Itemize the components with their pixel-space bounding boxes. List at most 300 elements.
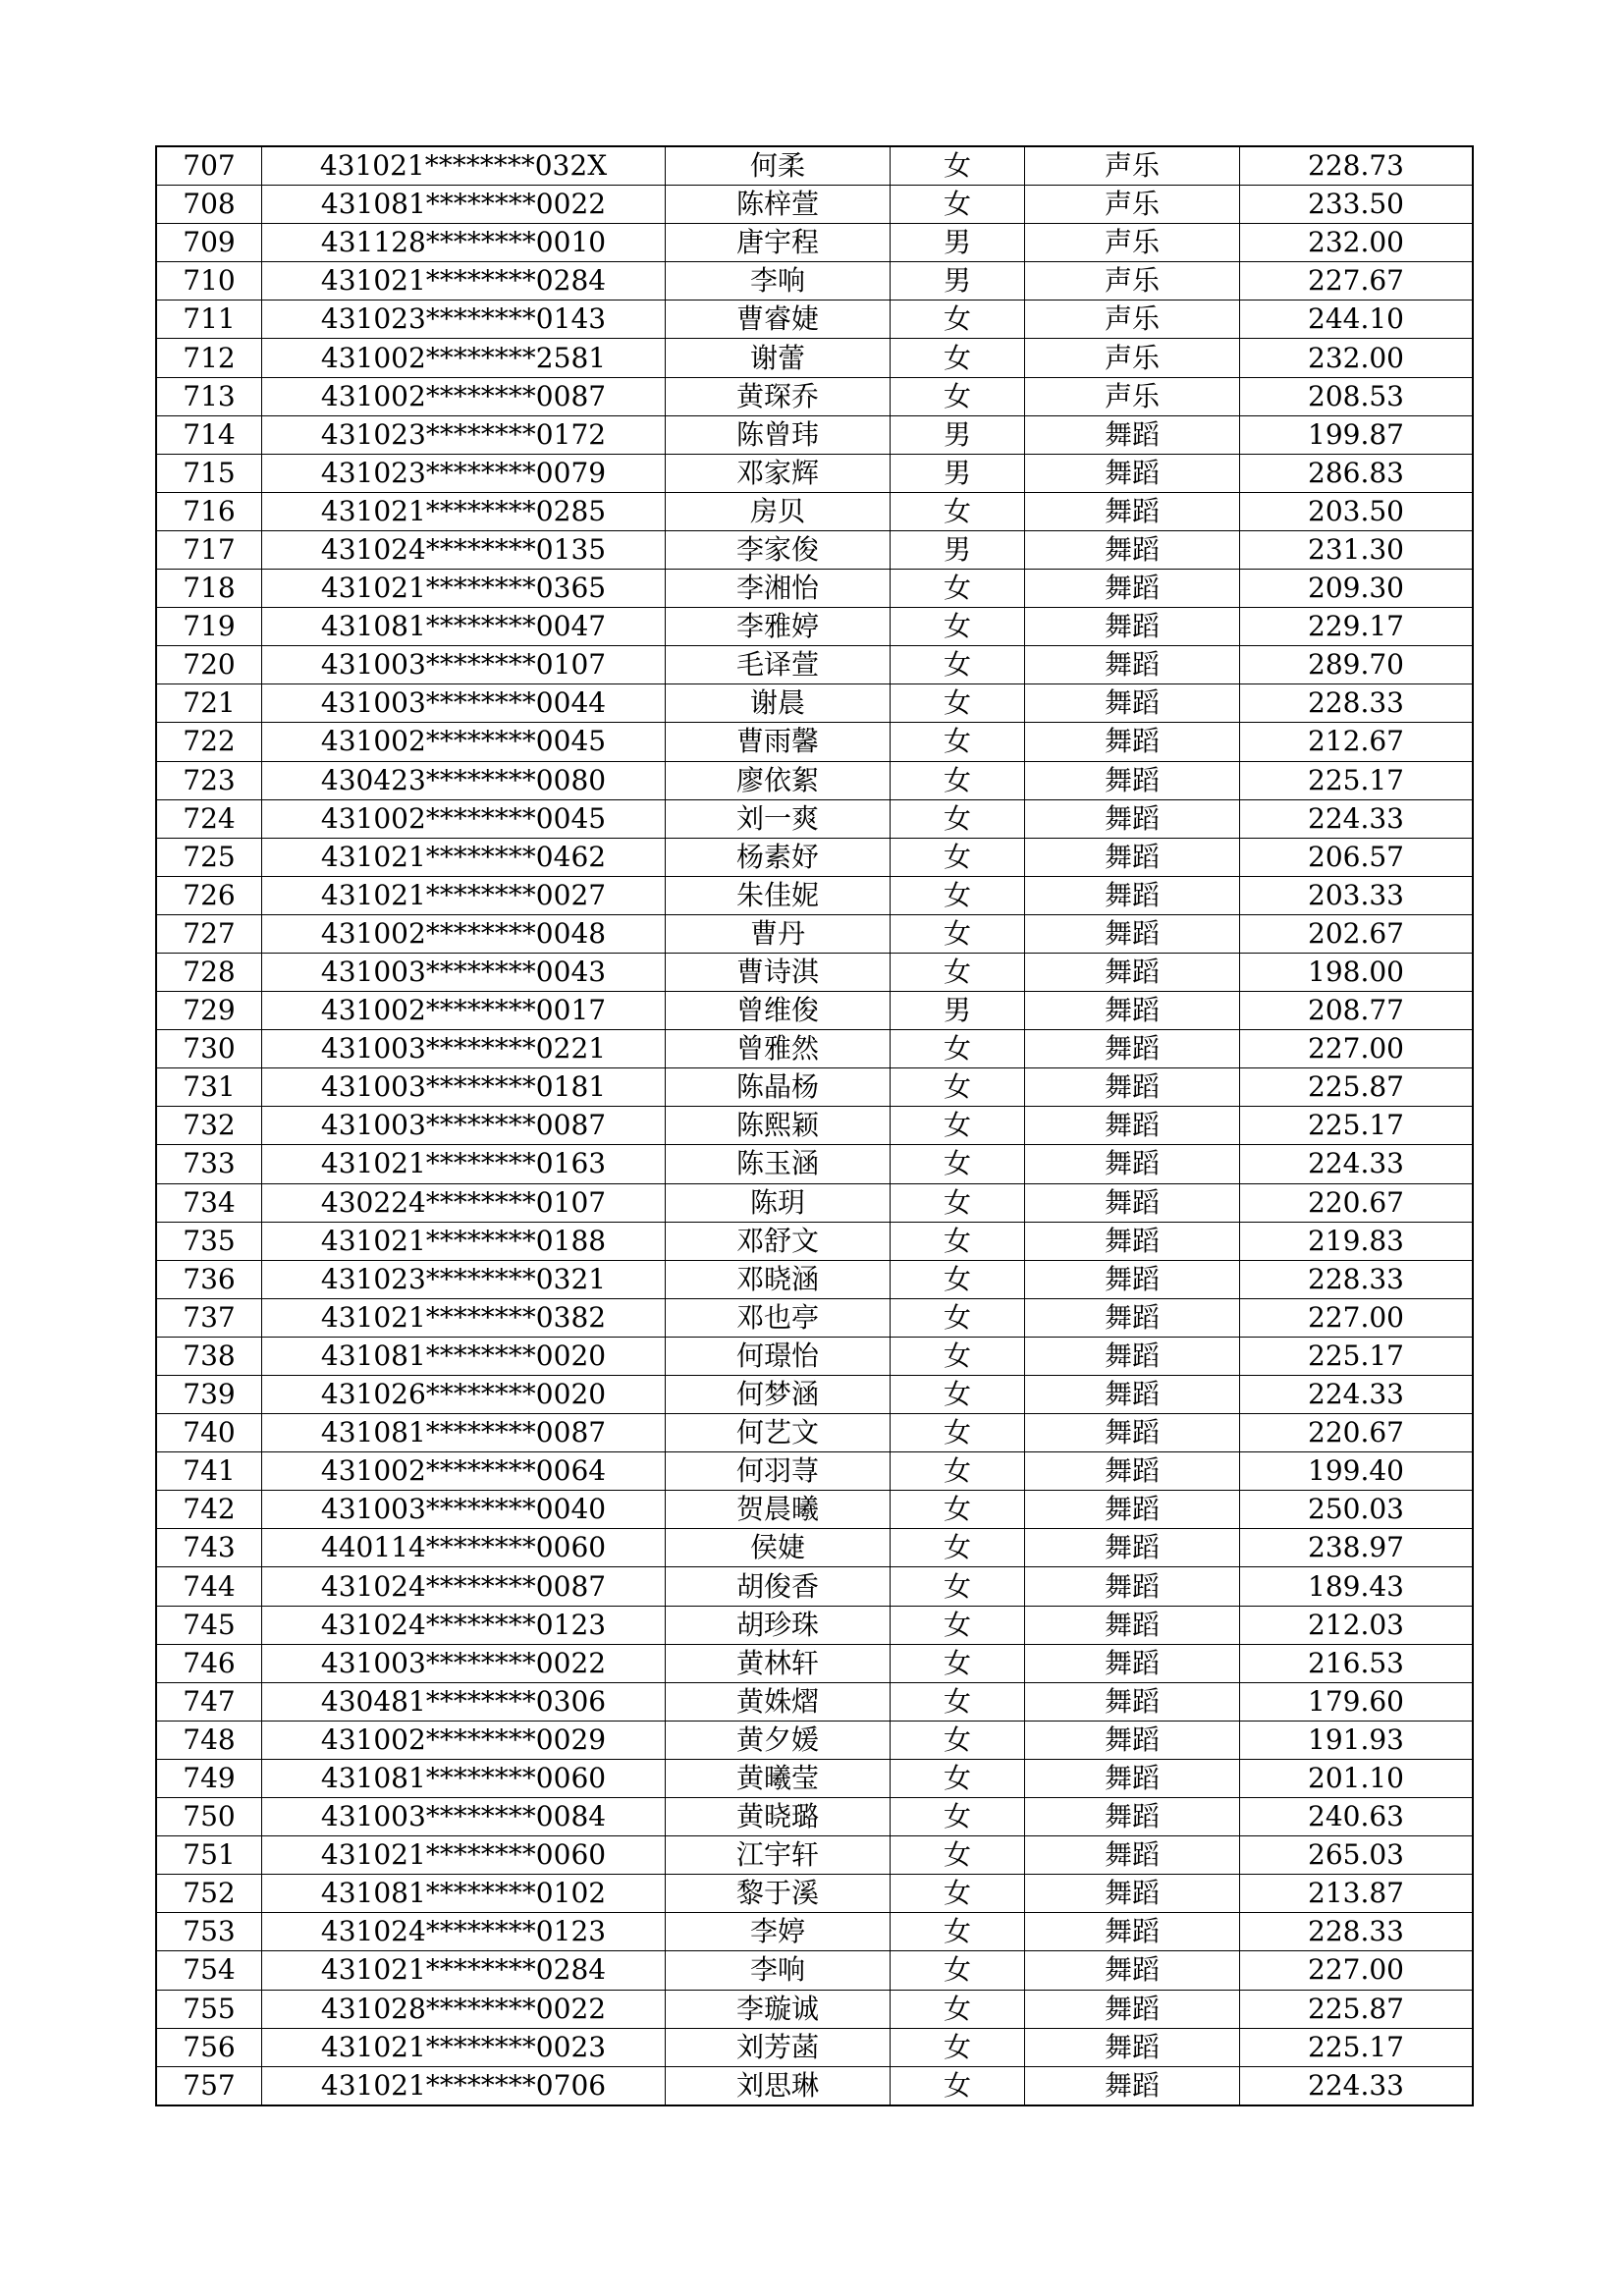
cell-score: 198.00 <box>1240 953 1474 991</box>
cell-score: 209.30 <box>1240 570 1474 608</box>
cell-major: 声乐 <box>1025 224 1240 262</box>
table-row <box>156 454 1473 492</box>
cell-score: 220.67 <box>1240 1183 1474 1222</box>
cell-gender: 女 <box>891 570 1025 608</box>
table-row <box>156 1990 1473 2028</box>
table-row <box>156 1913 1473 1951</box>
cell-major: 舞蹈 <box>1025 1298 1240 1337</box>
cell-name: 侯婕 <box>666 1529 891 1567</box>
cell-number: 748 <box>156 1721 262 1759</box>
cell-major: 舞蹈 <box>1025 1529 1240 1567</box>
table-row <box>156 1721 1473 1759</box>
cell-major: 舞蹈 <box>1025 2066 1240 2105</box>
cell-id-number: 431024********0135 <box>262 530 666 569</box>
cell-name: 何羽荨 <box>666 1452 891 1491</box>
cell-id-number: 431002********0045 <box>262 799 666 838</box>
cell-id-number: 431021********0462 <box>262 838 666 876</box>
cell-name: 李璇诚 <box>666 1990 891 2028</box>
cell-score: 206.57 <box>1240 838 1474 876</box>
cell-id-number: 431021********0023 <box>262 2028 666 2066</box>
cell-number: 719 <box>156 608 262 646</box>
cell-name: 陈玉涵 <box>666 1145 891 1183</box>
table-row <box>156 1376 1473 1414</box>
table-row <box>156 1068 1473 1107</box>
cell-score: 233.50 <box>1240 186 1474 224</box>
cell-score: 232.00 <box>1240 224 1474 262</box>
cell-major: 声乐 <box>1025 146 1240 186</box>
cell-score: 224.33 <box>1240 1376 1474 1414</box>
cell-gender: 女 <box>891 1606 1025 1644</box>
table-row <box>156 992 1473 1030</box>
cell-score: 232.00 <box>1240 339 1474 377</box>
cell-major: 舞蹈 <box>1025 953 1240 991</box>
cell-id-number: 431081********0102 <box>262 1875 666 1913</box>
cell-id-number: 431002********0087 <box>262 377 666 415</box>
table-row <box>156 1682 1473 1721</box>
cell-major: 舞蹈 <box>1025 570 1240 608</box>
cell-number: 720 <box>156 646 262 684</box>
cell-gender: 女 <box>891 1644 1025 1682</box>
cell-number: 712 <box>156 339 262 377</box>
cell-score: 227.00 <box>1240 1951 1474 1990</box>
cell-id-number: 431026********0020 <box>262 1376 666 1414</box>
cell-score: 199.87 <box>1240 415 1474 454</box>
cell-name: 谢蕾 <box>666 339 891 377</box>
cell-major: 舞蹈 <box>1025 1682 1240 1721</box>
cell-gender: 女 <box>891 914 1025 953</box>
cell-name: 曾雅然 <box>666 1030 891 1068</box>
cell-number: 742 <box>156 1491 262 1529</box>
cell-gender: 女 <box>891 1030 1025 1068</box>
cell-name: 江宇轩 <box>666 1836 891 1875</box>
cell-number: 746 <box>156 1644 262 1682</box>
cell-score: 203.33 <box>1240 876 1474 914</box>
cell-id-number: 431081********0087 <box>262 1414 666 1452</box>
cell-major: 舞蹈 <box>1025 2028 1240 2066</box>
cell-score: 250.03 <box>1240 1491 1474 1529</box>
cell-gender: 女 <box>891 186 1025 224</box>
table-row <box>156 684 1473 723</box>
cell-number: 745 <box>156 1606 262 1644</box>
cell-id-number: 431023********0079 <box>262 454 666 492</box>
cell-id-number: 430423********0080 <box>262 761 666 799</box>
cell-score: 213.87 <box>1240 1875 1474 1913</box>
cell-score: 212.03 <box>1240 1606 1474 1644</box>
cell-major: 舞蹈 <box>1025 1414 1240 1452</box>
cell-gender: 女 <box>891 1298 1025 1337</box>
cell-id-number: 431021********0284 <box>262 1951 666 1990</box>
results-table-body <box>156 146 1473 2105</box>
cell-name: 陈熙颖 <box>666 1107 891 1145</box>
cell-gender: 女 <box>891 1567 1025 1606</box>
cell-gender: 女 <box>891 2066 1025 2105</box>
cell-score: 208.77 <box>1240 992 1474 1030</box>
cell-gender: 女 <box>891 1222 1025 1260</box>
cell-id-number: 430224********0107 <box>262 1183 666 1222</box>
cell-number: 724 <box>156 799 262 838</box>
cell-number: 733 <box>156 1145 262 1183</box>
cell-gender: 女 <box>891 1529 1025 1567</box>
cell-number: 738 <box>156 1337 262 1375</box>
cell-major: 舞蹈 <box>1025 1836 1240 1875</box>
cell-major: 舞蹈 <box>1025 1337 1240 1375</box>
cell-major: 舞蹈 <box>1025 492 1240 530</box>
cell-number: 723 <box>156 761 262 799</box>
cell-id-number: 431081********0022 <box>262 186 666 224</box>
cell-id-number: 440114********0060 <box>262 1529 666 1567</box>
cell-score: 228.33 <box>1240 684 1474 723</box>
table-row <box>156 2028 1473 2066</box>
table-row <box>156 1951 1473 1990</box>
cell-name: 刘芳菡 <box>666 2028 891 2066</box>
cell-gender: 女 <box>891 1260 1025 1298</box>
cell-number: 729 <box>156 992 262 1030</box>
cell-gender: 女 <box>891 146 1025 186</box>
cell-name: 邓也亭 <box>666 1298 891 1337</box>
cell-number: 730 <box>156 1030 262 1068</box>
cell-score: 228.33 <box>1240 1260 1474 1298</box>
table-row <box>156 1529 1473 1567</box>
table-row <box>156 377 1473 415</box>
cell-major: 舞蹈 <box>1025 761 1240 799</box>
cell-name: 房贝 <box>666 492 891 530</box>
cell-gender: 男 <box>891 262 1025 301</box>
cell-name: 胡珍珠 <box>666 1606 891 1644</box>
table-row <box>156 186 1473 224</box>
cell-name: 曹诗淇 <box>666 953 891 991</box>
cell-id-number: 431003********0043 <box>262 953 666 991</box>
cell-gender: 女 <box>891 1145 1025 1183</box>
cell-id-number: 430481********0306 <box>262 1682 666 1721</box>
cell-id-number: 431003********0087 <box>262 1107 666 1145</box>
cell-id-number: 431028********0022 <box>262 1990 666 2028</box>
cell-name: 邓家辉 <box>666 454 891 492</box>
table-row <box>156 224 1473 262</box>
cell-gender: 女 <box>891 492 1025 530</box>
cell-gender: 女 <box>891 953 1025 991</box>
cell-gender: 女 <box>891 1491 1025 1529</box>
cell-major: 舞蹈 <box>1025 1990 1240 2028</box>
cell-name: 何梦涵 <box>666 1376 891 1414</box>
cell-number: 711 <box>156 301 262 339</box>
cell-number: 744 <box>156 1567 262 1606</box>
cell-number: 749 <box>156 1759 262 1797</box>
table-row <box>156 1260 1473 1298</box>
cell-gender: 男 <box>891 224 1025 262</box>
cell-name: 李响 <box>666 262 891 301</box>
cell-major: 舞蹈 <box>1025 799 1240 838</box>
cell-name: 陈玥 <box>666 1183 891 1222</box>
cell-score: 289.70 <box>1240 646 1474 684</box>
cell-major: 舞蹈 <box>1025 608 1240 646</box>
cell-number: 740 <box>156 1414 262 1452</box>
table-row <box>156 1798 1473 1836</box>
cell-gender: 女 <box>891 1913 1025 1951</box>
cell-number: 728 <box>156 953 262 991</box>
cell-number: 722 <box>156 723 262 761</box>
cell-gender: 女 <box>891 1183 1025 1222</box>
table-row <box>156 1183 1473 1222</box>
cell-name: 朱佳妮 <box>666 876 891 914</box>
cell-score: 244.10 <box>1240 301 1474 339</box>
cell-id-number: 431024********0123 <box>262 1913 666 1951</box>
cell-name: 黄林轩 <box>666 1644 891 1682</box>
cell-major: 舞蹈 <box>1025 1107 1240 1145</box>
table-row <box>156 953 1473 991</box>
cell-number: 754 <box>156 1951 262 1990</box>
cell-number: 753 <box>156 1913 262 1951</box>
table-row <box>156 530 1473 569</box>
cell-gender: 女 <box>891 838 1025 876</box>
cell-major: 声乐 <box>1025 377 1240 415</box>
cell-score: 216.53 <box>1240 1644 1474 1682</box>
cell-number: 751 <box>156 1836 262 1875</box>
cell-score: 201.10 <box>1240 1759 1474 1797</box>
table-row <box>156 1875 1473 1913</box>
cell-major: 舞蹈 <box>1025 684 1240 723</box>
cell-major: 声乐 <box>1025 301 1240 339</box>
cell-name: 曹睿婕 <box>666 301 891 339</box>
cell-name: 黄晓璐 <box>666 1798 891 1836</box>
table-row <box>156 1337 1473 1375</box>
cell-id-number: 431003********0221 <box>262 1030 666 1068</box>
cell-major: 舞蹈 <box>1025 646 1240 684</box>
cell-number: 715 <box>156 454 262 492</box>
cell-id-number: 431021********032X <box>262 146 666 186</box>
cell-score: 208.53 <box>1240 377 1474 415</box>
table-row <box>156 1836 1473 1875</box>
cell-id-number: 431021********0382 <box>262 1298 666 1337</box>
cell-id-number: 431128********0010 <box>262 224 666 262</box>
cell-name: 李婷 <box>666 1913 891 1951</box>
results-table <box>155 145 1474 2106</box>
cell-major: 舞蹈 <box>1025 1644 1240 1682</box>
cell-gender: 女 <box>891 1798 1025 1836</box>
table-row <box>156 646 1473 684</box>
cell-gender: 女 <box>891 1107 1025 1145</box>
cell-score: 225.17 <box>1240 1337 1474 1375</box>
cell-name: 黄姝熠 <box>666 1682 891 1721</box>
cell-name: 胡俊香 <box>666 1567 891 1606</box>
cell-gender: 男 <box>891 415 1025 454</box>
cell-score: 224.33 <box>1240 2066 1474 2105</box>
cell-id-number: 431021********0706 <box>262 2066 666 2105</box>
cell-score: 265.03 <box>1240 1836 1474 1875</box>
cell-gender: 女 <box>891 799 1025 838</box>
cell-number: 756 <box>156 2028 262 2066</box>
cell-gender: 女 <box>891 1875 1025 1913</box>
cell-number: 743 <box>156 1529 262 1567</box>
cell-number: 708 <box>156 186 262 224</box>
cell-number: 734 <box>156 1183 262 1222</box>
cell-name: 黄曦莹 <box>666 1759 891 1797</box>
cell-id-number: 431002********0064 <box>262 1452 666 1491</box>
cell-gender: 男 <box>891 530 1025 569</box>
cell-gender: 男 <box>891 992 1025 1030</box>
cell-major: 舞蹈 <box>1025 1183 1240 1222</box>
cell-score: 199.40 <box>1240 1452 1474 1491</box>
cell-name: 谢晨 <box>666 684 891 723</box>
cell-number: 725 <box>156 838 262 876</box>
cell-gender: 女 <box>891 1682 1025 1721</box>
cell-gender: 女 <box>891 1721 1025 1759</box>
cell-name: 李响 <box>666 1951 891 1990</box>
cell-name: 曹丹 <box>666 914 891 953</box>
cell-id-number: 431021********0163 <box>262 1145 666 1183</box>
cell-major: 舞蹈 <box>1025 415 1240 454</box>
cell-score: 228.73 <box>1240 146 1474 186</box>
table-row <box>156 1759 1473 1797</box>
cell-major: 舞蹈 <box>1025 454 1240 492</box>
cell-name: 何艺文 <box>666 1414 891 1452</box>
table-row <box>156 301 1473 339</box>
cell-score: 225.17 <box>1240 1107 1474 1145</box>
cell-name: 刘一爽 <box>666 799 891 838</box>
cell-name: 陈晶杨 <box>666 1068 891 1107</box>
cell-id-number: 431023********0172 <box>262 415 666 454</box>
table-row <box>156 1298 1473 1337</box>
cell-major: 舞蹈 <box>1025 723 1240 761</box>
cell-gender: 女 <box>891 684 1025 723</box>
table-row <box>156 146 1473 186</box>
cell-name: 李湘怡 <box>666 570 891 608</box>
cell-name: 刘思琳 <box>666 2066 891 2105</box>
cell-gender: 女 <box>891 646 1025 684</box>
cell-number: 707 <box>156 146 262 186</box>
cell-major: 舞蹈 <box>1025 1951 1240 1990</box>
table-row <box>156 723 1473 761</box>
cell-score: 225.87 <box>1240 1990 1474 2028</box>
table-row <box>156 1107 1473 1145</box>
cell-gender: 女 <box>891 377 1025 415</box>
cell-score: 238.97 <box>1240 1529 1474 1567</box>
cell-name: 毛译萱 <box>666 646 891 684</box>
cell-score: 179.60 <box>1240 1682 1474 1721</box>
cell-id-number: 431003********0107 <box>262 646 666 684</box>
cell-score: 240.63 <box>1240 1798 1474 1836</box>
cell-major: 舞蹈 <box>1025 876 1240 914</box>
cell-name: 黄琛乔 <box>666 377 891 415</box>
cell-name: 唐宇程 <box>666 224 891 262</box>
cell-number: 739 <box>156 1376 262 1414</box>
cell-number: 757 <box>156 2066 262 2105</box>
cell-major: 舞蹈 <box>1025 1913 1240 1951</box>
cell-major: 舞蹈 <box>1025 1376 1240 1414</box>
cell-id-number: 431024********0087 <box>262 1567 666 1606</box>
cell-gender: 女 <box>891 1452 1025 1491</box>
table-row <box>156 2066 1473 2105</box>
cell-name: 邓舒文 <box>666 1222 891 1260</box>
cell-gender: 女 <box>891 723 1025 761</box>
table-row <box>156 492 1473 530</box>
cell-gender: 男 <box>891 454 1025 492</box>
cell-number: 718 <box>156 570 262 608</box>
cell-gender: 女 <box>891 1376 1025 1414</box>
cell-score: 224.33 <box>1240 799 1474 838</box>
cell-id-number: 431003********0044 <box>262 684 666 723</box>
cell-name: 黄夕媛 <box>666 1721 891 1759</box>
cell-id-number: 431002********0029 <box>262 1721 666 1759</box>
cell-score: 225.17 <box>1240 2028 1474 2066</box>
cell-name: 黎于溪 <box>666 1875 891 1913</box>
cell-major: 声乐 <box>1025 186 1240 224</box>
cell-major: 舞蹈 <box>1025 1759 1240 1797</box>
cell-id-number: 431002********0017 <box>262 992 666 1030</box>
cell-id-number: 431003********0084 <box>262 1798 666 1836</box>
cell-major: 舞蹈 <box>1025 838 1240 876</box>
table-row <box>156 1145 1473 1183</box>
cell-name: 廖依絮 <box>666 761 891 799</box>
cell-number: 752 <box>156 1875 262 1913</box>
table-row <box>156 415 1473 454</box>
cell-number: 732 <box>156 1107 262 1145</box>
cell-score: 224.33 <box>1240 1145 1474 1183</box>
cell-gender: 女 <box>891 301 1025 339</box>
cell-name: 曾维俊 <box>666 992 891 1030</box>
cell-major: 舞蹈 <box>1025 1721 1240 1759</box>
cell-id-number: 431021********0285 <box>262 492 666 530</box>
cell-score: 212.67 <box>1240 723 1474 761</box>
cell-id-number: 431023********0143 <box>262 301 666 339</box>
cell-score: 228.33 <box>1240 1913 1474 1951</box>
cell-major: 舞蹈 <box>1025 1875 1240 1913</box>
cell-name: 陈梓萱 <box>666 186 891 224</box>
cell-name: 李家俊 <box>666 530 891 569</box>
cell-id-number: 431002********0048 <box>262 914 666 953</box>
cell-major: 声乐 <box>1025 339 1240 377</box>
cell-number: 717 <box>156 530 262 569</box>
cell-major: 声乐 <box>1025 262 1240 301</box>
cell-gender: 女 <box>891 2028 1025 2066</box>
cell-number: 755 <box>156 1990 262 2028</box>
cell-score: 202.67 <box>1240 914 1474 953</box>
cell-gender: 女 <box>891 1990 1025 2028</box>
cell-score: 227.67 <box>1240 262 1474 301</box>
cell-number: 721 <box>156 684 262 723</box>
table-row <box>156 1030 1473 1068</box>
cell-id-number: 431002********2581 <box>262 339 666 377</box>
cell-score: 225.87 <box>1240 1068 1474 1107</box>
cell-number: 713 <box>156 377 262 415</box>
cell-major: 舞蹈 <box>1025 914 1240 953</box>
cell-id-number: 431003********0181 <box>262 1068 666 1107</box>
table-row <box>156 570 1473 608</box>
cell-major: 舞蹈 <box>1025 1030 1240 1068</box>
cell-id-number: 431081********0047 <box>262 608 666 646</box>
cell-score: 203.50 <box>1240 492 1474 530</box>
cell-gender: 女 <box>891 1759 1025 1797</box>
cell-name: 李雅婷 <box>666 608 891 646</box>
cell-major: 舞蹈 <box>1025 1145 1240 1183</box>
cell-gender: 女 <box>891 1068 1025 1107</box>
cell-major: 舞蹈 <box>1025 1491 1240 1529</box>
cell-number: 747 <box>156 1682 262 1721</box>
cell-gender: 女 <box>891 1414 1025 1452</box>
cell-name: 邓晓涵 <box>666 1260 891 1298</box>
cell-score: 227.00 <box>1240 1030 1474 1068</box>
cell-id-number: 431021********0027 <box>262 876 666 914</box>
cell-id-number: 431023********0321 <box>262 1260 666 1298</box>
table-row <box>156 1491 1473 1529</box>
cell-major: 舞蹈 <box>1025 1452 1240 1491</box>
cell-major: 舞蹈 <box>1025 1567 1240 1606</box>
table-row <box>156 1606 1473 1644</box>
cell-id-number: 431021********0284 <box>262 262 666 301</box>
cell-number: 716 <box>156 492 262 530</box>
table-row <box>156 1414 1473 1452</box>
cell-major: 舞蹈 <box>1025 1260 1240 1298</box>
cell-score: 219.83 <box>1240 1222 1474 1260</box>
